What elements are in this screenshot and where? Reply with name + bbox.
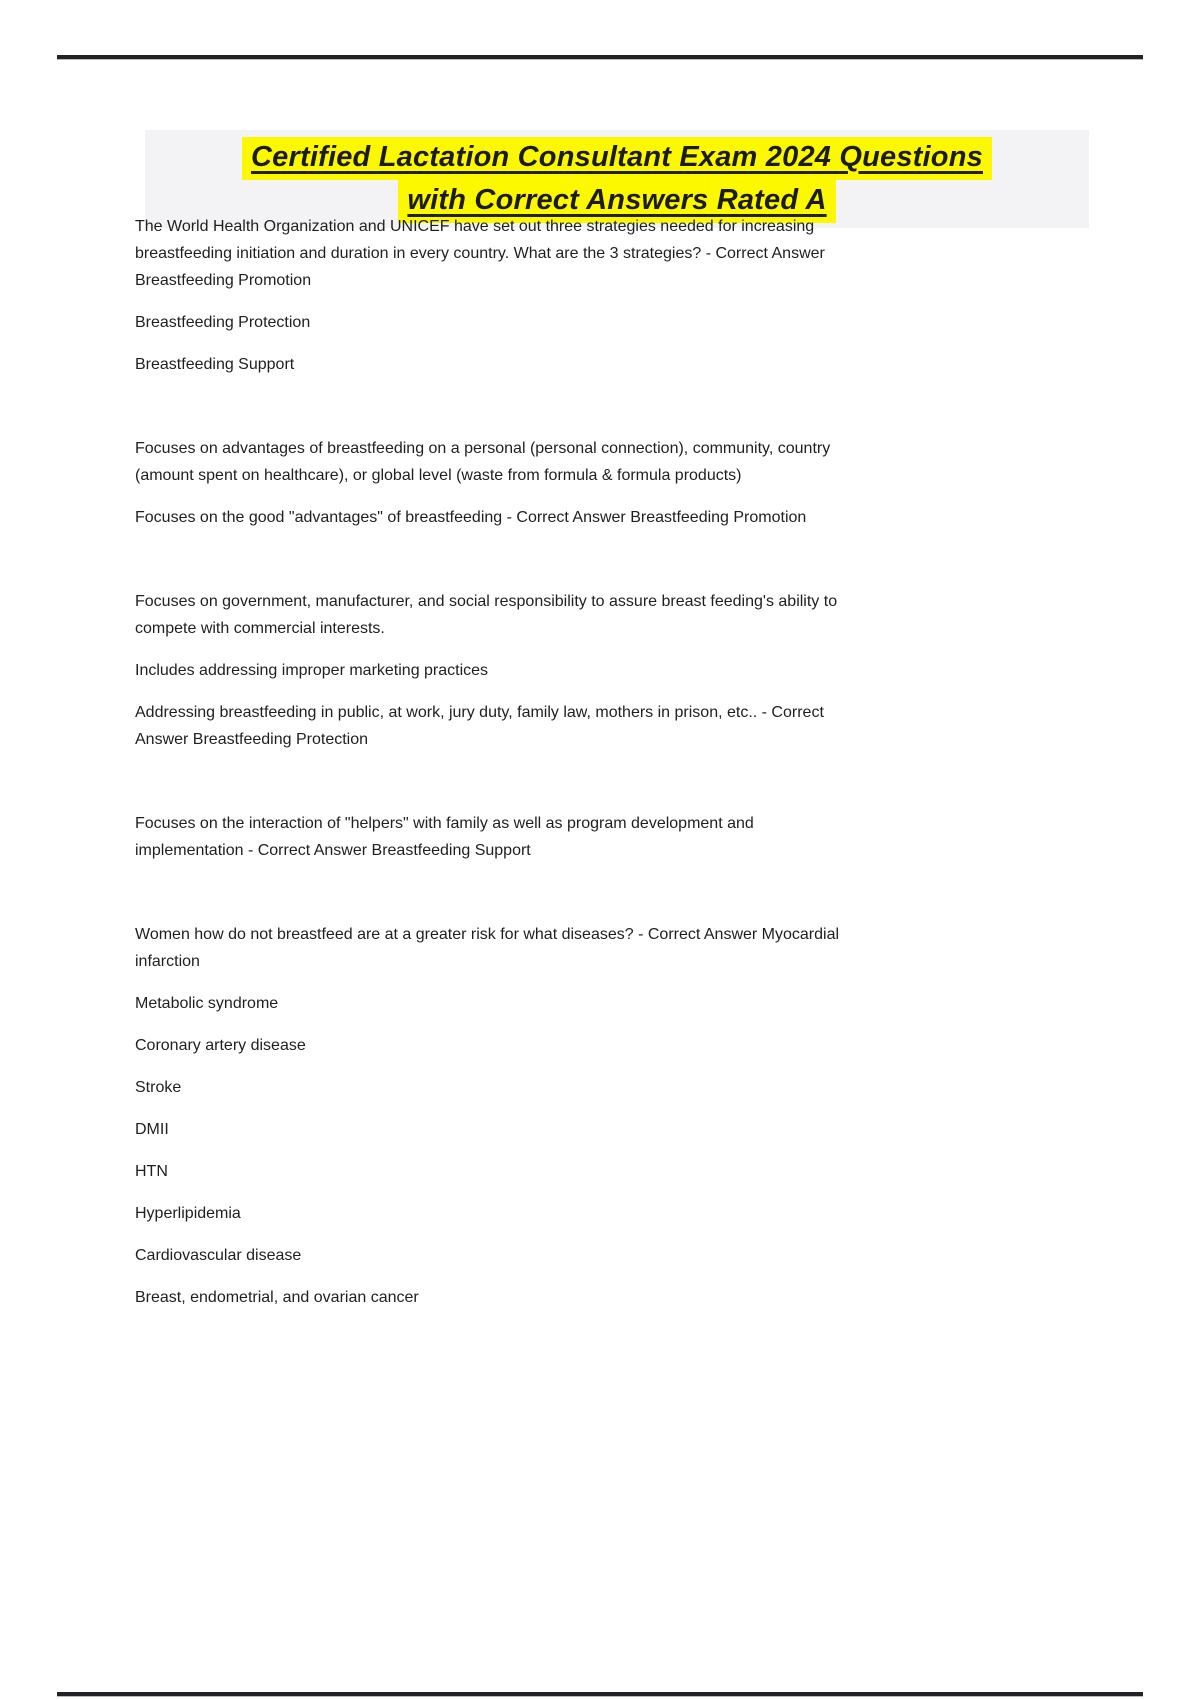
text-line: DMII [135,1121,169,1138]
text-line: Breastfeeding Promotion [135,272,312,289]
text-line: Metabolic syndrome [135,995,279,1012]
paragraph [135,588,1095,642]
highlighted-title-text-2: with Correct Answers Rated A [398,180,835,223]
text-line: Hyperlipidemia [135,1205,241,1222]
blank-line [135,546,1095,573]
text-line: infarction [135,953,200,970]
paragraph [135,990,1095,1017]
text-line: Breastfeeding Support [135,356,295,373]
paragraph [135,810,1095,864]
paragraph [135,657,1095,684]
page-top-rule [57,55,1143,60]
blank-line [135,768,1095,795]
text-line: Focuses on the good "advantages" of breastfeeding - Correct Answer Breastfeeding Promotion [135,509,807,526]
paragraph [135,351,1095,378]
paragraph [135,1284,1095,1311]
document-title-line-1 [145,137,1089,180]
text-line: (amount spent on healthcare), or global level (waste from formula & formula products) [135,467,742,484]
paragraph [135,1200,1095,1227]
paragraph [135,1116,1095,1143]
paragraph [135,699,1095,753]
text-line: Focuses on government, manufacturer, and social responsibility to assure breast feeding's ability to [135,593,838,610]
paragraph [135,921,1095,975]
text-line: Cardiovascular disease [135,1247,302,1264]
paragraph [135,213,1095,294]
text-line: Answer Breastfeeding Protection [135,731,369,748]
text-line: Focuses on advantages of breastfeeding on a personal (personal connection), community, country [135,440,831,457]
blank-line [135,879,1095,906]
text-line: Breastfeeding Protection [135,314,311,331]
paragraph [135,1242,1095,1269]
text-line: compete with commercial interests. [135,620,385,637]
text-line: Coronary artery disease [135,1037,306,1054]
text-line: Addressing breastfeeding in public, at work, jury duty, family law, mothers in prison, etc.. - Correct [135,704,824,721]
text-line: Breast, endometrial, and ovarian cancer [135,1289,419,1306]
paragraph [135,1032,1095,1059]
highlighted-title-text-1: Certified Lactation Consultant Exam 2024 Questions [242,137,992,180]
text-line: The World Health Organization and UNICEF have set out three strategies needed for increasing [135,218,815,235]
text-line: Stroke [135,1079,182,1096]
paragraph [135,309,1095,336]
paragraph [135,435,1095,489]
paragraph [135,1158,1095,1185]
page-bottom-rule [57,1692,1143,1697]
text-line: Includes addressing improper marketing practices [135,662,489,679]
text-line: implementation - Correct Answer Breastfeeding Support [135,842,531,859]
blank-line [135,393,1095,420]
text-line: Focuses on the interaction of "helpers" with family as well as program development and [135,815,754,832]
paragraph [135,1074,1095,1101]
text-line: HTN [135,1163,168,1180]
document-body [135,213,1095,1326]
text-line: Women how do not breastfeed are at a greater risk for what diseases? - Correct Answer Myocardial [135,926,840,943]
paragraph [135,504,1095,531]
text-line: breastfeeding initiation and duration in every country. What are the 3 strategies? - Correct Answer [135,245,825,262]
